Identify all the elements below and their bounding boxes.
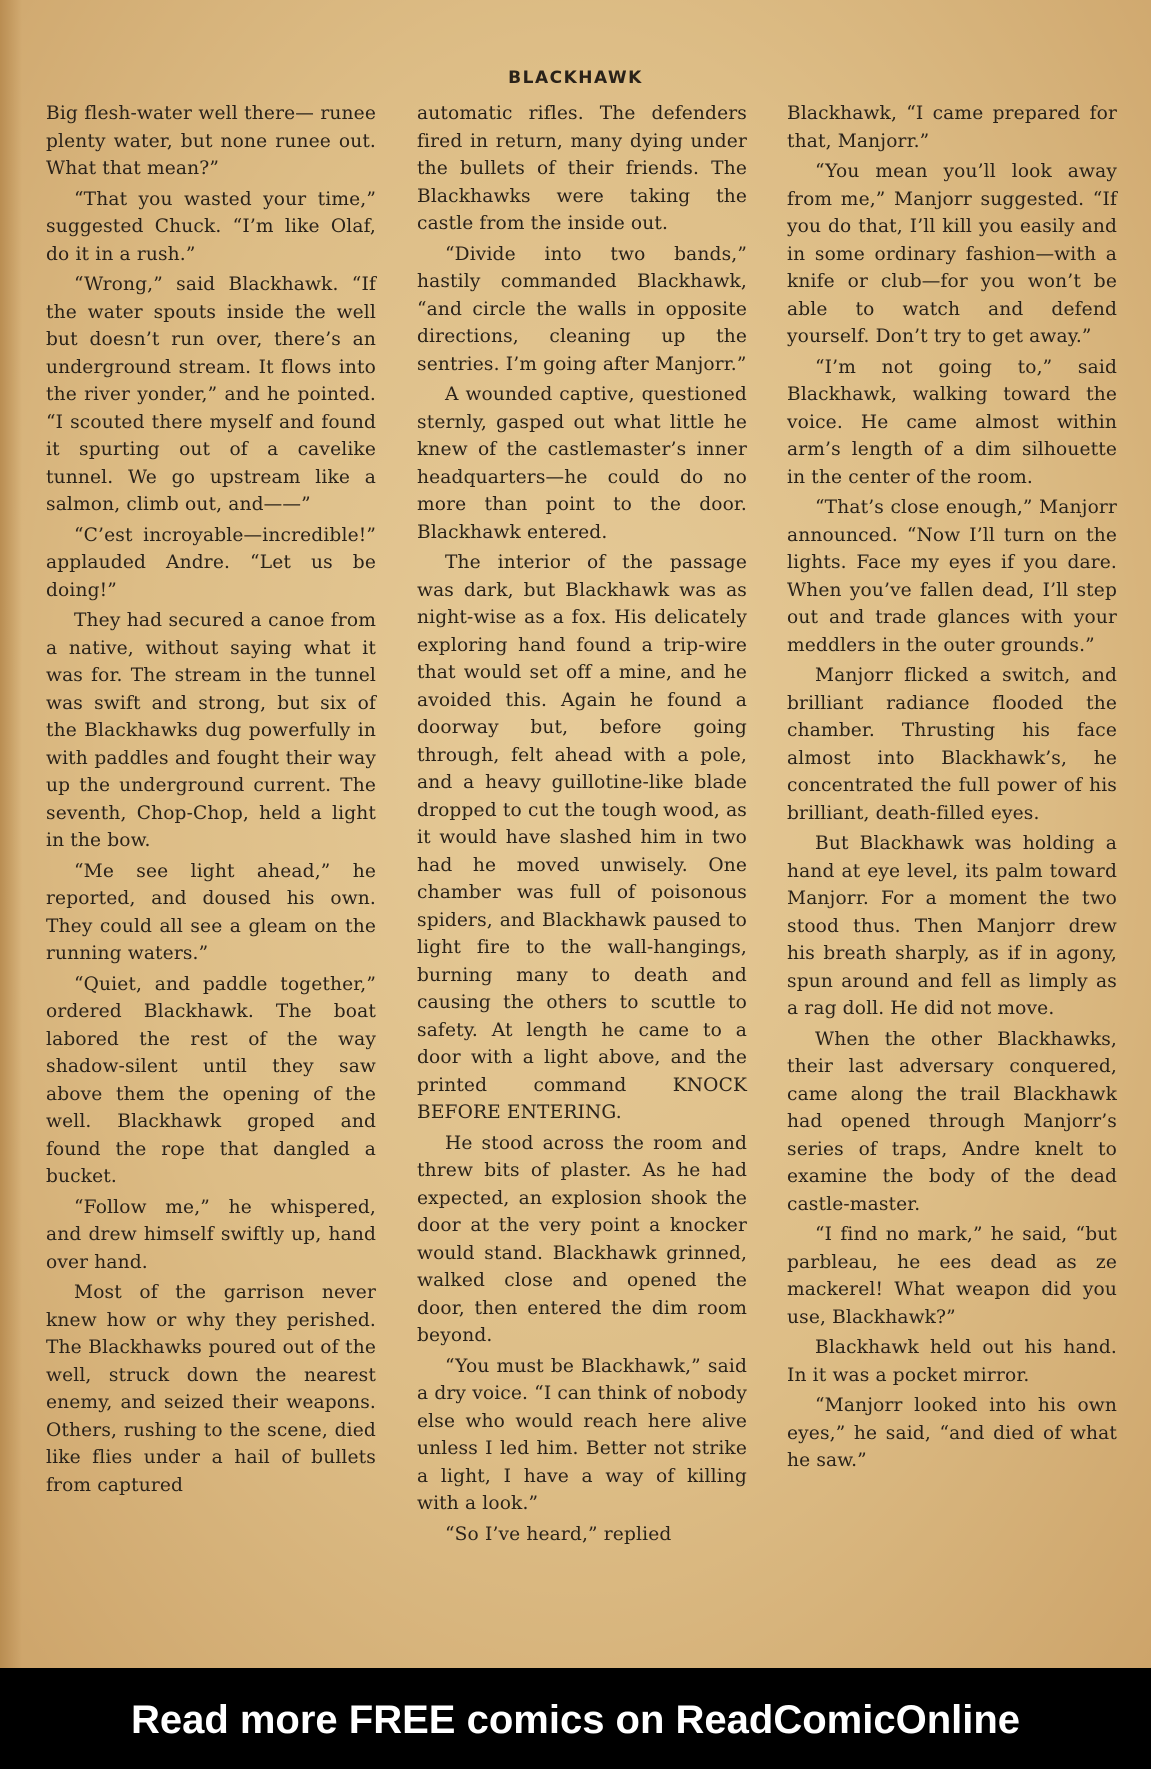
paragraph: “You must be Blackhawk,” said a dry voice. “I can think of nobody else who would reach here alive unless I led him. Better not strike a light, I have a way of killing with a look.” [417, 1355, 747, 1514]
paragraph: “That’s close enough,” Manjorr announced. “Now I’ll turn on the lights. Face my eyes if you dare. When you’ve fallen dead, I’ll step out and trade glances with your meddlers in the outer grounds.” [787, 497, 1117, 656]
paragraph: “Wrong,” said Blackhawk. “If the water spouts inside the well but doesn’t run over, there’s an underground stream. It flows into the river yonder,” and he pointed. “I scouted there myself and found it spurting out of a cavelike tunnel. We go upstream like a salmon, climb out, and——” [46, 274, 376, 515]
paragraph: A wounded captive, questioned sternly, gasped out what little he knew of the castlemaster’s inner headquarters—he could do no more than point to the door. Blackhawk entered. [417, 384, 747, 543]
page-title: BLACKHAWK [508, 68, 643, 88]
paragraph: Blackhawk held out his hand. In it was a pocket mirror. [787, 1337, 1117, 1386]
paragraph: The interior of the passage was dark, but Blackhawk was as night-wise as a fox. His delicately exploring hand found a trip-wire that would set off a mine, and he avoided this. Again he found a doorway but, before going through, felt ahead with a pole, and a heavy guillotine-like blade dropped to cut the tough wood, as it would have slashed him in two had he moved unwisely. One chamber was full of poisonous spiders, and Blackhawk paused to light fire to the wall-hangings, burning many to death and causing the others to scuttle to safety. At length he came to a door with a light above, and the printed command KNOCK BEFORE ENTERING. [417, 552, 747, 1123]
paragraph: “Quiet, and paddle together,” ordered Blackhawk. The boat labored the rest of the way shadow-silent until they saw above them the opening of the well. Blackhawk groped and found the rope that dangled a bucket. [46, 973, 376, 1187]
paragraph: He stood across the room and threw bits of plaster. As he had expected, an explosion shook the door at the very point a knocker would stand. Blackhawk grinned, walked close and opened the door, then entered the dim room beyond. [417, 1132, 747, 1346]
text-column-3 [787, 100, 1117, 1478]
paragraph: “You mean you’ll look away from me,” Manjorr suggested. “If you do that, I’ll kill you easily and in some ordinary fashion—with a knife or club—for you won’t be able to watch and defend yourself. Don’t try to get away.” [787, 161, 1117, 347]
paragraph: Big flesh-water well there— runee plenty water, but none runee out. What that mean?” [46, 103, 376, 179]
paragraph: automatic rifles. The defenders fired in return, many dying under the bullets of their friends. The Blackhawks were taking the castle from the inside out. [417, 103, 747, 234]
page-edge [0, 0, 22, 1668]
paragraph: When the other Blackhawks, their last adversary conquered, came along the trail Blackhawk had opened through Manjorr’s series of traps, Andre knelt to examine the body of the dead castle-master. [787, 1028, 1117, 1215]
paragraph: “That you wasted your time,” suggested Chuck. “I’m like Olaf, do it in a rush.” [46, 188, 376, 265]
text-column-1 [46, 100, 376, 1502]
paragraph: “I’m not going to,” said Blackhawk, walking toward the voice. He came almost within arm’s length of a dim silhouette in the center of the room. [787, 356, 1117, 488]
paragraph: “So I’ve heard,” replied [445, 1523, 672, 1545]
promo-banner-text[interactable]: Read more FREE comics on ReadComicOnline [130, 1698, 1021, 1742]
paragraph: “Divide into two bands,” hastily commanded Blackhawk, “and circle the walls in opposite directions, cleaning up the sentries. I’m going after Manjorr.” [417, 243, 747, 375]
text-column-2 [417, 100, 747, 1551]
paragraph: “Me see light ahead,” he reported, and doused his own. They could all see a gleam on the running waters.” [46, 860, 376, 964]
paragraph: But Blackhawk was holding a hand at eye level, its palm toward Manjorr. For a moment the two stood thus. Then Manjorr drew his breath sharply, as if in agony, spun around and fell as limply as a rag doll. He did not move. [787, 833, 1117, 1019]
paragraph: “I find no mark,” he said, “but parbleau, he ees dead as ze mackerel! What weapon did you use, Blackhawk?” [787, 1224, 1117, 1328]
paragraph: Most of the garrison never knew how or why they perished. The Blackhawks poured out of the well, struck down the nearest enemy, and seized their weapons. Others, rushing to the scene, died like flies under a hail of bullets from captured [46, 1282, 376, 1496]
paragraph: Manjorr flicked a switch, and brilliant radiance flooded the chamber. Thrusting his face almost into Blackhawk’s, he concentrated the full power of his brilliant, death-filled eyes. [787, 665, 1117, 824]
promo-banner[interactable] [0, 1668, 1151, 1769]
paragraph: They had secured a canoe from a native, without saying what it was for. The stream in the tunnel was swift and strong, but six of the Blackhawks dug powerfully in with paddles and fought their way up the underground current. The seventh, Chop-Chop, held a light in the bow. [46, 610, 376, 851]
paragraph: “Manjorr looked into his own eyes,” he said, “and died of what he saw.” [787, 1395, 1117, 1471]
paragraph: “Follow me,” he whispered, and drew himself swiftly up, hand over hand. [46, 1196, 376, 1273]
paragraph: Blackhawk, “I came prepared for that, Manjorr.” [787, 103, 1117, 152]
paragraph: “C’est incroyable—incredible!” applauded Andre. “Let us be doing!” [46, 524, 376, 601]
